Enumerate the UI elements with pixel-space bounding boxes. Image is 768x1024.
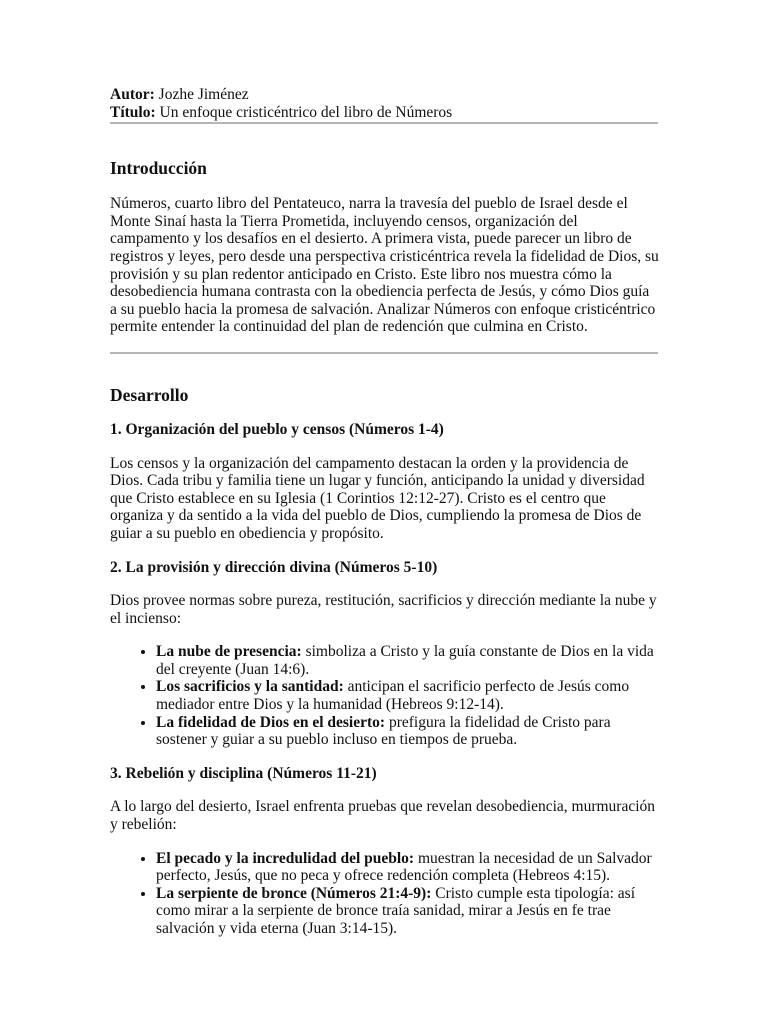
section-1-paragraph: Los censos y la organización del campamento destacan la orden y la providencia de Dios. Cada tribu y familia tiene un lugar y función, anticipando la unidad y diversidad que Cristo establece en su Iglesia (1 Corintios 12:12-27). Cristo es el centro que organiza y da sentido a la vida del pueblo de Dios, cumpliendo la promesa de Dios de guiar a su pueblo en obediencia y propósito. <box>110 454 645 542</box>
title-label: Título: <box>110 103 156 121</box>
section-2-paragraph: Dios provee normas sobre pureza, restitución, sacrificios y dirección mediante la nube y el incienso: <box>110 592 657 627</box>
document-content <box>110 86 660 938</box>
document-title: Un enfoque cristicéntrico del libro de Números <box>159 103 453 121</box>
bullet-text: Cristo cumple esta tipología: así como mirar a la serpiente de bronce traía sanidad, mirar a Jesús en fe trae salvación y vida eterna (Juan 3:14-15). <box>156 884 635 937</box>
bullet-term: La serpiente de bronce (Números 21:4-9): <box>156 884 432 902</box>
section-3-bullet-list <box>110 850 660 938</box>
list-item <box>156 643 660 678</box>
bullet-text: simboliza a Cristo y la guía constante de Dios en la vida del creyente (Juan 14:6). <box>156 643 654 678</box>
bullet-term: Los sacrificios y la santidad: <box>156 678 344 696</box>
author-label: Autor: <box>110 86 155 103</box>
bullet-term: La fidelidad de Dios en el desierto: <box>156 713 386 731</box>
list-item <box>156 885 660 938</box>
section-2-heading: 2. La provisión y dirección divina (Números 5-10) <box>110 558 438 576</box>
intro-paragraph: Números, cuarto libro del Pentateuco, narra la travesía del pueblo de Israel desde el Monte Sinaí hasta la Tierra Prometida, incluyendo censos, organización del campamento y los desafíos en el desierto. A primera vista, puede parecer un libro de registros y leyes, pero desde una perspectiva cristicéntrica revela la fidelidad de Dios, su provisión y su plan redentor anticipado en Cristo. Este libro nos muestra cómo la desobediencia humana contrasta con la obediencia perfecta de Jesús, y cómo Dios guía a su pueblo hacia la promesa de salvación. Analizar Números con enfoque cristicéntrico permite entender la continuidad del plan de redención que culmina en Cristo. <box>110 195 659 336</box>
author-line <box>110 86 660 104</box>
development-heading: Desarrollo <box>110 384 189 405</box>
bullet-text: prefigura la fidelidad de Cristo para sostener y guiar a su pueblo incluso en tiempos de prueba. <box>156 713 611 749</box>
bullet-text: muestran la necesidad de un Salvador perfecto, Jesús, que no peca y ofrece redención completa (Hebreos 4:15). <box>156 849 652 885</box>
intro-heading: Introducción <box>110 158 207 179</box>
bullet-term: La nube de presencia: <box>156 643 302 661</box>
section-1-heading: 1. Organización del pueblo y censos (Números 1-4) <box>110 420 444 438</box>
author-name: Jozhe Jiménez <box>158 86 249 103</box>
bullet-term: El pecado y la incredulidad del pueblo: <box>156 849 415 867</box>
section-2-bullet-list <box>110 643 660 749</box>
title-line <box>110 104 660 122</box>
list-item <box>156 678 660 713</box>
section-divider <box>110 352 658 354</box>
list-item <box>156 714 660 749</box>
list-item <box>156 850 660 885</box>
header-divider <box>110 122 658 124</box>
bullet-text: anticipan el sacrificio perfecto de Jesús como mediador entre Dios y la humanidad (Hebreos 9:12-14). <box>156 678 630 714</box>
section-3-heading: 3. Rebelión y disciplina (Números 11-21) <box>110 764 377 782</box>
section-3-paragraph: A lo largo del desierto, Israel enfrenta pruebas que revelan desobediencia, murmuración y rebelión: <box>110 798 656 834</box>
